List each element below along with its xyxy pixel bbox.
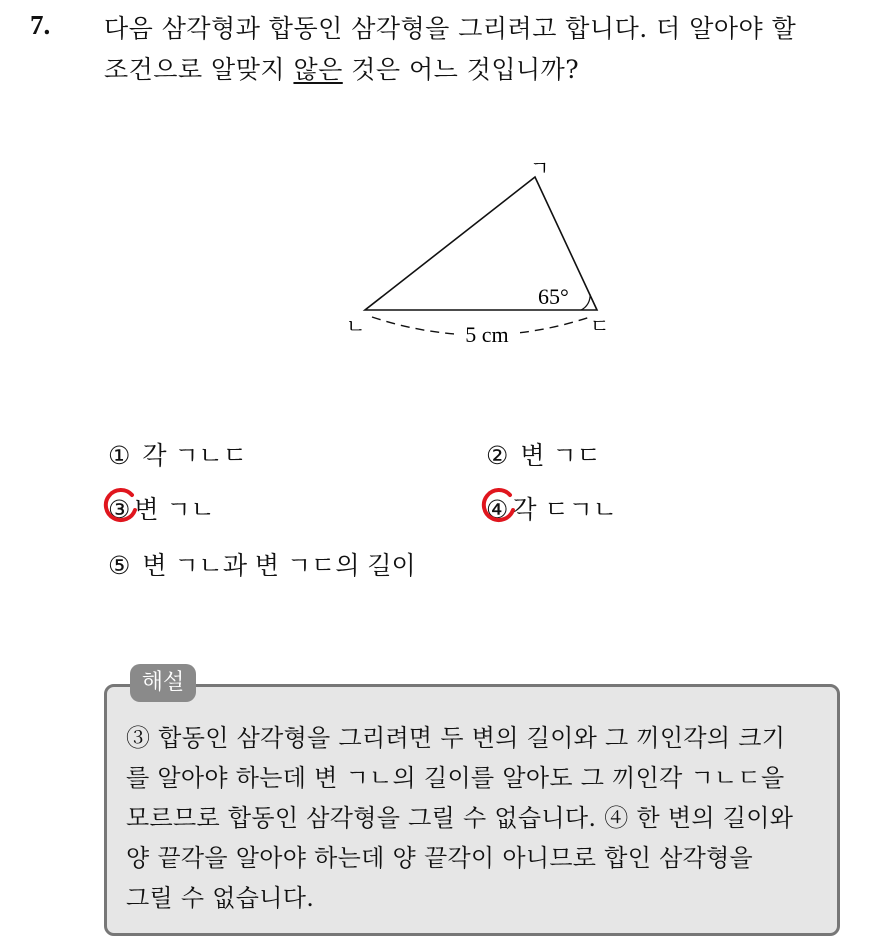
choice-3-number: ③ [108,495,131,524]
explanation-line-2: 를 알아야 하는데 변 ㄱㄴ의 길이를 알아도 그 끼인각 ㄱㄴㄷ을 [126,764,785,792]
explanation-tag: 해설 [130,664,196,702]
choice-5[interactable] [108,546,416,582]
question-number: 7. [30,10,51,40]
answer-mark-3-icon [102,486,140,524]
choice-4-number: ④ [486,495,509,524]
triangle-figure [340,155,630,355]
explanation-text [126,718,832,918]
explanation-line-5: 그릴 수 없습니다. [126,884,315,912]
question-line-1: 다음 삼각형과 합동인 삼각형을 그리려고 합니다. 더 알아야 할 [104,14,797,43]
side-length-label: 5 cm [465,322,509,347]
vertex-label-right: ㄷ [590,314,610,338]
answer-mark-4-icon [480,486,518,524]
question-text [104,8,864,90]
underlined-word: 않은 [293,55,343,84]
choice-1-number: ① [108,441,131,470]
choice-2[interactable] [486,436,601,472]
choice-5-number: ⑤ [108,551,131,580]
explanation-line-4: 양 끝각을 알아야 하는데 양 끝각이 아니므로 합인 삼각형을 [126,844,754,872]
choice-1-text: 각 ㄱㄴㄷ [142,441,247,470]
choice-3-text: 변 ㄱㄴ [134,495,215,524]
question-line-2: 조건으로 알맞지 않은 것은 어느 것입니까? [104,55,580,84]
choice-2-number: ② [486,441,509,470]
choice-5-text: 변 ㄱㄴ과 변 ㄱㄷ의 길이 [142,551,416,580]
explanation-line-1: ③ 합동인 삼각형을 그리려면 두 변의 길이와 그 끼인각의 크기 [126,724,786,752]
choice-2-text: 변 ㄱㄷ [520,441,601,470]
vertex-label-top: ㄱ [530,156,550,180]
angle-label: 65° [538,284,569,309]
choice-4-text: 각 ㄷㄱㄴ [512,495,617,524]
explanation-line-3: 모르므로 합동인 삼각형을 그릴 수 없습니다. ④ 한 변의 길이와 [126,804,794,832]
angle-arc [581,294,590,310]
choice-1[interactable] [108,436,247,472]
vertex-label-left: ㄴ [346,314,366,338]
